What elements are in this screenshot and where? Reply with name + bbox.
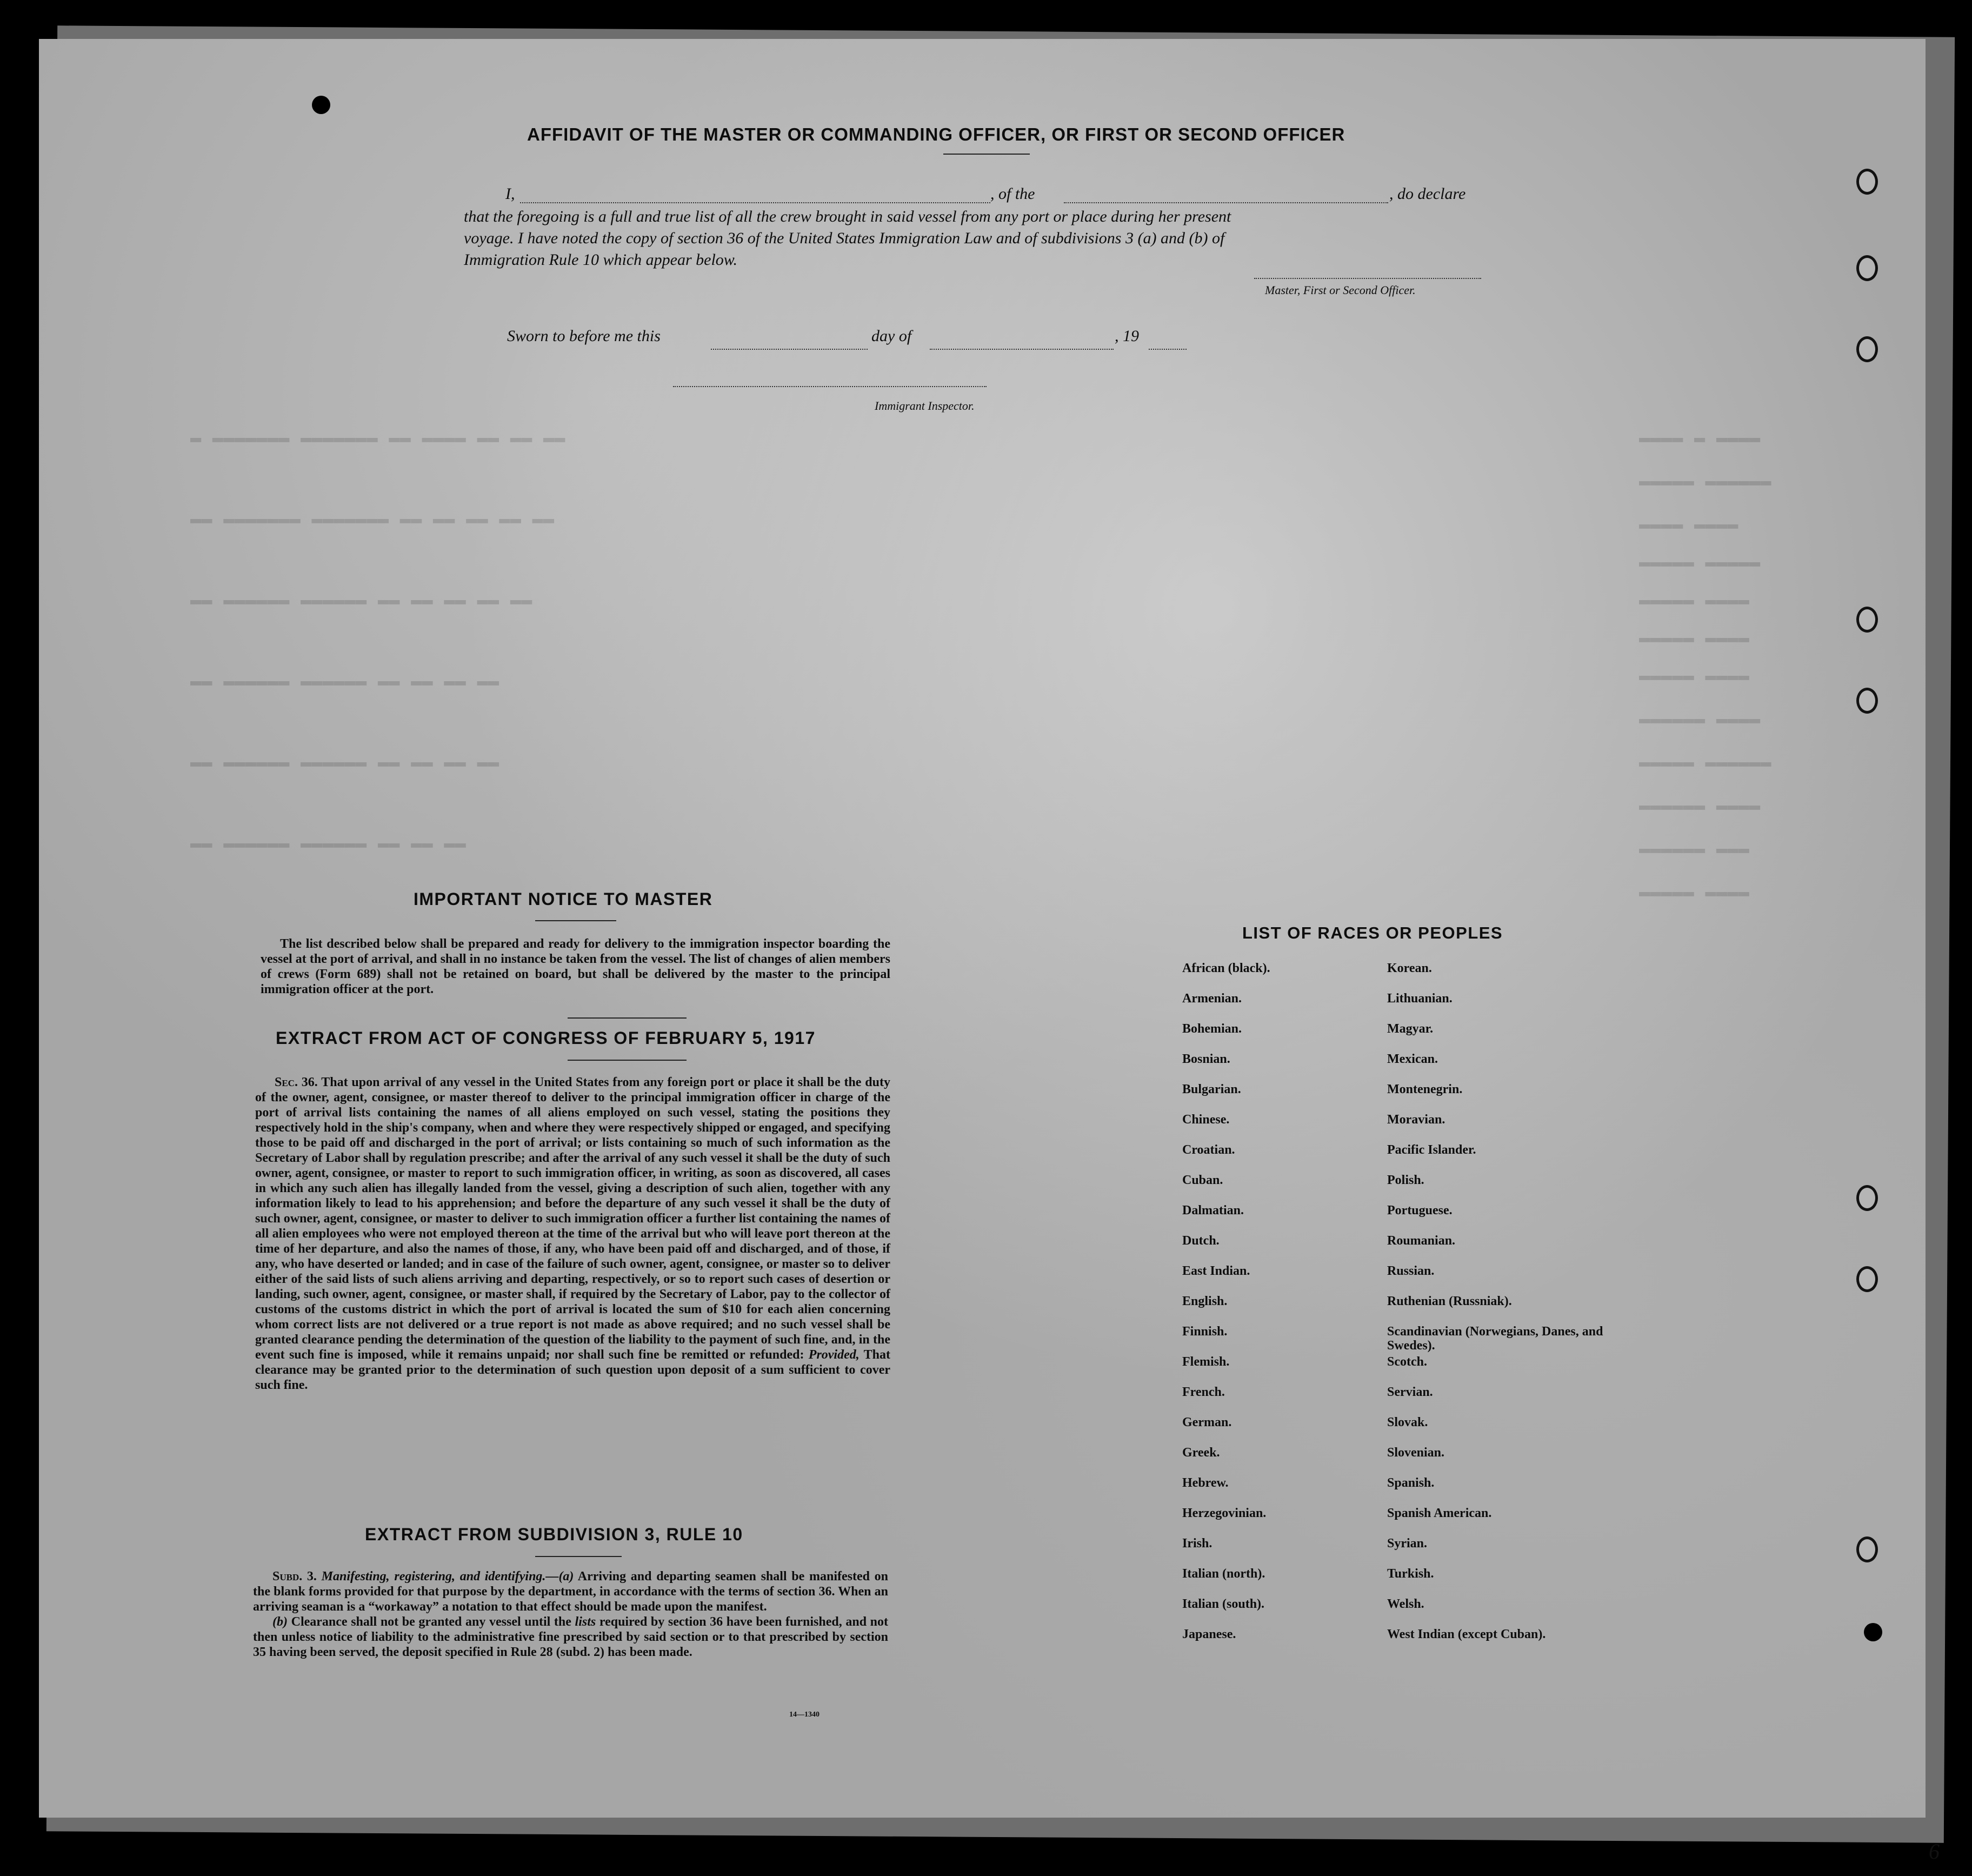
notice-text — [261, 936, 890, 997]
race-item: Welsh. — [1387, 1597, 1424, 1611]
race-item: Russian. — [1387, 1264, 1435, 1278]
act-sec-label: Sec. 36. — [275, 1075, 318, 1089]
notice-paragraph: The list described below shall be prepared and ready for delivery to the immigration inspector boarding the vessel at the port of arrival, and shall in no instance be taken from the vessel. The list of changes of alien members of crews (Form 689) shall not be retained on board, but shall be delivered by the master to the principal immigration officer at the port. — [261, 937, 890, 996]
rule-part-a-label: —(a) — [545, 1569, 574, 1584]
race-item: Turkish. — [1387, 1567, 1434, 1581]
race-item: Servian. — [1387, 1385, 1433, 1399]
rule-part-b-lists: lists — [575, 1615, 596, 1629]
race-item: Slovak. — [1387, 1415, 1428, 1429]
race-item: Finnish. — [1182, 1325, 1228, 1339]
race-item: Spanish American. — [1387, 1506, 1492, 1520]
race-item: Bohemian. — [1182, 1022, 1242, 1036]
punch-hole — [1864, 1623, 1882, 1641]
act-paragraph: That upon arrival of any vessel in the United States from any foreign port or place it shall be the duty of the owner, agent, consignee, or master thereof to deliver to the principal immigration officer in charge of the port of arrival lists containing the names of all aliens employed on such vessel, stating the positions they respectively hold in the ship's company, when and where they were respectively shipped or engaged, and specifying those to be paid off and discharged in the port of arrival; or lists containing so much of such information as the Secretary of Labor shall by regulation prescribe; and after the arrival of any such vessel it shall be the duty of such owner, agent, consignee, or master to report to such immigration officer, in writing, as soon as discovered, all cases in which any such alien has illegally landed from the vessel, giving a description of such alien, together with any information likely to lead to his apprehension; and before the departure of any such vessel it shall be the duty of such owner, agent, consignee, or master to deliver to such immigration officer a further list containing the names of all alien employees who were not employed thereon at the time of the arrival but who will leave port thereon at the time of her departure, and also the names of those, if any, who have been paid off and discharged, and of those, if any, who have deserted or landed; and in case of the failure of such owner, agent, consignee, or master so to deliver either of the said lists of such aliens arriving and departing, respectively, or so to report such cases of desertion or landing, such owner, agent, consignee, or master shall, if required by the Secretary of Labor, pay to the collector of customs of the customs district in which the port of arrival is located the sum of $10 for each alien concerning whom correct lists are not delivered or a true report is not made as above required; and no such vessel shall be granted clearance pending the determination of the question of the liability to the payment of such fine, and, in the event such fine is imposed, while it remains unpaid; nor shall such fine be remitted or refunded: — [255, 1075, 890, 1362]
race-item: Armenian. — [1182, 992, 1242, 1006]
act-proviso-label: Provided, — [808, 1348, 860, 1362]
rule-subd-label: Subd. 3. — [272, 1569, 317, 1584]
race-item: Irish. — [1182, 1536, 1212, 1551]
rule-part-a-text: Arriving and departing seamen shall be manifested on the blank forms provided for that purpose by the department, in accordance with the terms of section 36. When an arriving seaman is a “workaway” a notation to that effect should be made upon the manifest. — [253, 1569, 888, 1614]
sworn-label: Sworn to before me this — [507, 327, 661, 345]
affidavit-heading: AFFIDAVIT OF THE MASTER OR COMMANDING OFFICER, OR FIRST OR SECOND OFFICER — [527, 124, 1345, 144]
race-item: Chinese. — [1182, 1113, 1230, 1127]
race-item: Italian (north). — [1182, 1567, 1265, 1581]
race-item: Cuban. — [1182, 1173, 1223, 1187]
race-item: Bulgarian. — [1182, 1082, 1241, 1096]
race-item: Dutch. — [1182, 1234, 1220, 1248]
race-item: Scandinavian (Norwegians, Danes, and Swedes). — [1387, 1325, 1603, 1353]
punch-hole — [312, 96, 330, 114]
race-item: Bosnian. — [1182, 1052, 1230, 1066]
race-item: Pacific Islander. — [1387, 1143, 1476, 1157]
race-item: Roumanian. — [1387, 1234, 1456, 1248]
race-item: Croatian. — [1182, 1143, 1235, 1157]
act-text — [255, 1075, 890, 1393]
rule-text — [253, 1569, 888, 1660]
race-item: Scotch. — [1387, 1355, 1427, 1369]
sworn-year-line[interactable] — [1149, 349, 1187, 350]
rule-part-b-text-2: required by section 36 have been furnished, and not then unless notice of liability to the administrative fine prescribed by said section or to that prescribed by section 35 having been served, the deposit specified in Rule 28 (subd. 2) has been made. — [253, 1615, 889, 1659]
form-number: 14—1340 — [789, 1711, 820, 1719]
declarant-name-line[interactable] — [520, 202, 990, 203]
race-item: Greek. — [1182, 1446, 1220, 1460]
races-heading: LIST OF RACES OR PEOPLES — [1242, 923, 1503, 942]
master-signature-label: Master, First or Second Officer. — [1265, 283, 1416, 297]
race-item: West Indian (except Cuban). — [1387, 1627, 1546, 1641]
rule-part-b-text-1: Clearance shall not be granted any vessel until the — [291, 1615, 571, 1629]
binder-ring-hole — [1856, 169, 1878, 195]
inspector-signature-line[interactable] — [673, 386, 987, 387]
race-item: English. — [1182, 1294, 1228, 1308]
races-column-2 — [1387, 961, 1603, 1658]
race-item: Italian (south). — [1182, 1597, 1265, 1611]
races-column-1 — [1182, 961, 1270, 1658]
notice-heading: IMPORTANT NOTICE TO MASTER — [414, 889, 713, 909]
race-item: German. — [1182, 1415, 1232, 1429]
race-item: African (black). — [1182, 961, 1270, 975]
binder-ring-hole — [1856, 688, 1878, 714]
affidavit-line-2: that the foregoing is a full and true list of all the crew brought in said vessel from any port or place during her present — [464, 208, 1231, 225]
race-item: Flemish. — [1182, 1355, 1230, 1369]
race-item: Hebrew. — [1182, 1476, 1229, 1490]
notice-heading-rule — [535, 920, 616, 921]
rule-heading-rule — [535, 1556, 622, 1557]
sworn-month-line[interactable] — [930, 349, 1114, 350]
race-item: Japanese. — [1182, 1627, 1236, 1641]
affidavit-line-4: Immigration Rule 10 which appear below. — [464, 251, 738, 269]
race-item: Spanish. — [1387, 1476, 1435, 1490]
binder-ring-hole — [1856, 1185, 1878, 1211]
binder-ring-hole — [1856, 336, 1878, 362]
race-item: Moravian. — [1387, 1113, 1445, 1127]
race-item: Portuguese. — [1387, 1203, 1453, 1218]
race-item: Dalmatian. — [1182, 1203, 1244, 1218]
act-heading-rule — [568, 1060, 687, 1061]
race-item: Magyar. — [1387, 1022, 1434, 1036]
binder-ring-hole — [1856, 1536, 1878, 1562]
rule-subd-title: Manifesting, registering, and identifying. — [321, 1569, 546, 1584]
race-item: Ruthenian (Russniak). — [1387, 1294, 1512, 1308]
binder-ring-hole — [1856, 607, 1878, 633]
race-item: French. — [1182, 1385, 1225, 1399]
act-heading: EXTRACT FROM ACT OF CONGRESS OF FEBRUARY 5, 1917 — [276, 1028, 816, 1048]
document-page: ▬▬▬▬ ▬ ▬▬▬▬ ▬▬▬▬▬ ▬▬▬▬▬▬ ▬▬▬▬ ▬▬▬▬ ▬▬▬▬▬ ▬▬▬▬▬ ▬▬▬▬▬ ▬▬▬▬ ▬▬▬▬▬ ▬▬▬▬ ▬▬▬▬▬ ▬▬▬▬ ▬▬▬▬▬▬ ▬▬▬▬ ▬▬▬▬▬ ▬▬▬▬▬▬ ▬▬▬▬▬▬ ▬▬▬▬ ▬▬▬▬▬▬ ▬▬▬ ▬▬▬▬▬ ▬▬▬▬ ▬ ▬▬▬▬▬▬▬ ▬▬▬▬▬▬▬ ▬▬ ▬▬▬▬ ▬▬ ▬▬ ▬▬ ▬▬ ▬▬▬▬▬▬▬ ▬▬▬▬▬▬▬ ▬▬ ▬▬ ▬▬ ▬▬ ▬▬ ▬▬ ▬▬▬▬▬▬ ▬▬▬▬▬▬ ▬▬ ▬▬ ▬▬ ▬▬ ▬▬ ▬▬ ▬▬▬▬▬▬ ▬▬▬▬▬▬ ▬▬ ▬▬ ▬▬ ▬▬ ▬▬ ▬▬▬▬▬▬ ▬▬▬▬▬▬ ▬▬ ▬▬ ▬▬ ▬▬ ▬▬ ▬▬▬▬▬▬ ▬▬▬▬▬▬ ▬▬ ▬▬ ▬▬ — [39, 39, 1926, 1818]
master-signature-line[interactable] — [1254, 278, 1481, 279]
sworn-day-line[interactable] — [711, 349, 868, 350]
vessel-name-line[interactable] — [1064, 202, 1388, 203]
year-label: , 19 — [1115, 327, 1139, 345]
affidavit-of-the-label: , of the — [990, 185, 1035, 203]
binder-ring-hole — [1856, 1266, 1878, 1292]
race-item: Montenegrin. — [1387, 1082, 1463, 1096]
race-item: Syrian. — [1387, 1536, 1428, 1551]
act-paragraph-end: That clearance may be granted prior to the determination of such question upon deposit of a sum sufficient to cover such fine. — [255, 1348, 891, 1392]
inspector-label: Immigrant Inspector. — [875, 399, 975, 413]
affidavit-i-label: I, — [505, 185, 515, 203]
race-item: Herzegovinian. — [1182, 1506, 1267, 1520]
race-item: Mexican. — [1387, 1052, 1438, 1066]
page-number: 6 — [1929, 1839, 1940, 1864]
binder-ring-hole — [1856, 255, 1878, 281]
race-item: Slovenian. — [1387, 1446, 1445, 1460]
affidavit-do-declare-label: , do declare — [1389, 185, 1466, 203]
race-item: Polish. — [1387, 1173, 1424, 1187]
notice-end-rule — [568, 1017, 687, 1019]
race-item: Korean. — [1387, 961, 1432, 975]
rule-heading: EXTRACT FROM SUBDIVISION 3, RULE 10 — [365, 1525, 743, 1544]
race-item: East Indian. — [1182, 1264, 1250, 1278]
day-of-label: day of — [871, 327, 912, 345]
affidavit-heading-rule — [943, 154, 1030, 155]
race-item: Lithuanian. — [1387, 992, 1453, 1006]
rule-part-b-label: (b) — [272, 1615, 288, 1629]
affidavit-line-3: voyage. I have noted the copy of section 36 of the United States Immigration Law and of subdivisions 3 (a) and (b) of — [464, 229, 1225, 247]
